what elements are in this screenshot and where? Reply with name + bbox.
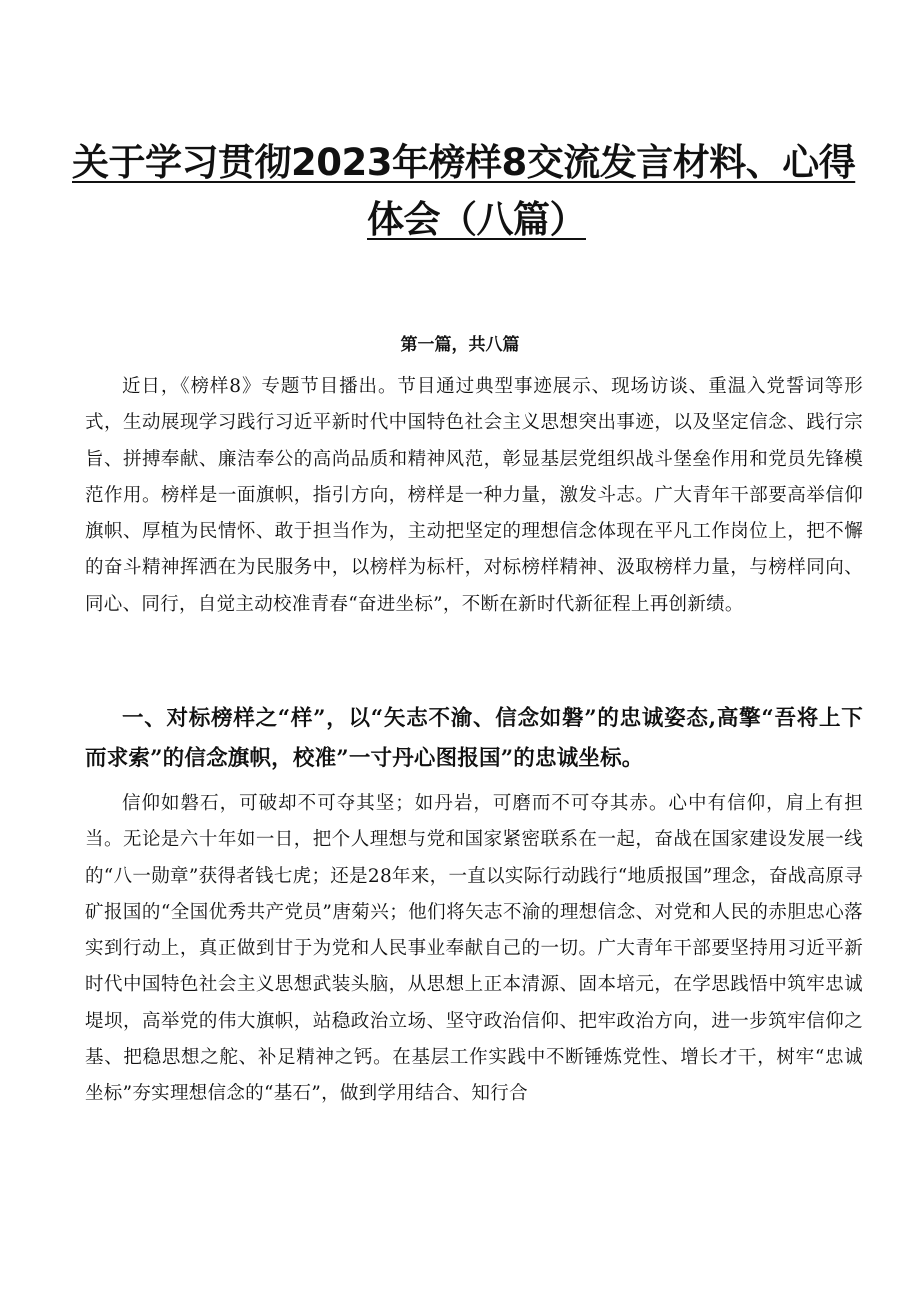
document-title-line-2: 体会（八篇） xyxy=(367,198,586,241)
document-title-line-1: 关于学习贯彻2023年榜样8交流发言材料、心得 xyxy=(72,141,856,184)
body-paragraph: 信仰如磐石，可破却不可夺其坚；如丹岩，可磨而不可夺其赤。心中有信仰，肩上有担当。无论是六十年如一日，把个人理想与党和国家紧密联系在一起，奋战在国家建设发展一线的“八一勋章”获得者钱七虎；还是28年来，一直以实际行动践行“地质报国”理念，奋战高原寻矿报国的“全国优秀共产党员”唐菊兴；他们将矢志不渝的理想信念、对党和人民的赤胆忠心落实到行动上，真正做到甘于为党和人民事业奉献自己的一切。广大青年干部要坚持用习近平新时代中国特色社会主义思想武装头脑，从思想上正本清源、固本培元，在学思践悟中筑牢忠诚堤坝，高举党的伟大旗帜，站稳政治立场、坚守政治信仰、把牢政治方向，进一步筑牢信仰之基、把稳思想之舵、补足精神之钙。在基层工作实践中不断锤炼党性、增长才干，树牢“忠诚坐标”夯实理想信念的“基石”，做到学用结合、知行合 xyxy=(85,793,863,1105)
intro-paragraph: 近日，《榜样8》专题节目播出。节目通过典型事迹展示、现场访谈、重温入党誓词等形式，生动展现学习践行习近平新时代中国特色社会主义思想突出事迹，以及坚定信念、践行宗旨、拼搏奉献、廉洁奉公的高尚品质和精神风范，彰显基层党组织战斗堡垒作用和党员先锋模范作用。榜样是一面旗帜，指引方向，榜样是一种力量，激发斗志。广大青年干部要高举信仰旗帜、厚植为民情怀、敢于担当作为，主动把坚定的理想信念体现在平凡工作岗位上，把不懈的奋斗精神挥洒在为民服务中，以榜样为标杆，对标榜样精神、汲取榜样力量，与榜样同向、同心、同行，自觉主动校准青春“奋进坐标”，不断在新时代新征程上再创新绩。 xyxy=(85,376,863,615)
section-subtitle: 第一篇，共八篇 xyxy=(400,335,520,355)
section-heading: 一、对标榜样之“样”，以“矢志不渝、信念如磐”的忠诚姿态,高擎“吾将上下而求索”的信念旗帜，校准”一寸丹心图报国”的忠诚坐标。 xyxy=(85,706,863,771)
